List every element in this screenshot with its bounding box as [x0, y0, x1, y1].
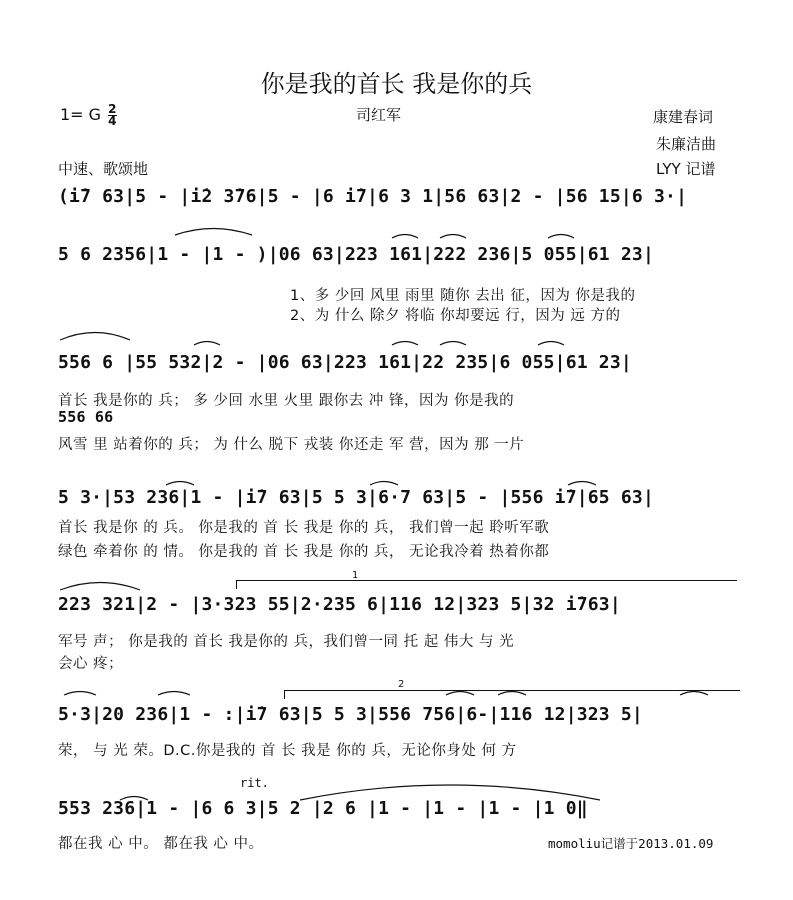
music-system-7: 553 236|1 - |6 6 3|5 2 |2 6 |1 - |1 - |1 - |1 0‖ — [58, 798, 588, 819]
tie-mark — [158, 692, 190, 696]
music-system-1: (i̇7 63|5 - |i̇2 3̇76|5 - |6 i̇7|6 3 1|56 63|2 - |56 15|6 3·| — [58, 186, 688, 207]
music-system-3: 556 6 |55 532|2 - |06 63|223 161|22 235|6 055|61 23| — [58, 352, 632, 373]
alternate-notes: 556 66 — [58, 408, 114, 426]
tie-mark — [440, 342, 466, 346]
tie-mark — [370, 482, 398, 486]
tie-mark — [64, 692, 96, 696]
volta-number-1: 1 — [352, 570, 359, 581]
tie-mark — [538, 342, 564, 346]
lyric-line-2b: 2、为 什么 除夕 将临 你却要远 行，因为 远 方的 — [290, 308, 621, 324]
music-system-5: 223 321|2 - |3·323 55|2·235 6|116 12|323 5|32 i̇763| — [58, 594, 621, 615]
music-system-2: 5 6 2356|1 - |1 - )|06 63|223 161|222 236|5 055|61 23| — [58, 244, 654, 265]
volta-bracket-2 — [284, 690, 740, 699]
lyric-line-3b: 风雪 里 站着你的 兵； 为 什么 脱下 戎装 你还走 军 营，因为 那 一片 — [58, 437, 525, 453]
transcription-credit: momoliu记谱于2013.01.09 — [548, 836, 714, 851]
tie-mark — [175, 229, 252, 236]
tempo-marking: 中速、歌颂地 — [58, 160, 149, 178]
tie-mark — [392, 235, 418, 239]
lyricist-credit: 康建春词 — [653, 108, 714, 126]
music-system-4: 5 3·|53 236|1 - |i̇7 63|5 5 3|6·7 63|5 - |556 i̇7|65 63| — [58, 487, 654, 508]
transcriber-credit: LYY 记谱 — [656, 160, 716, 178]
tie-mark — [166, 482, 194, 486]
tie-mark — [60, 583, 140, 591]
time-signature — [108, 104, 116, 127]
tie-mark — [194, 342, 220, 346]
key-label: 1= G — [60, 105, 102, 124]
lyric-line-6a: 荣， 与 光 荣。D.C.你是我的 首 长 我是 你的 兵，无论你身处 何 方 — [58, 743, 517, 759]
lyric-line-7: 都在我 心 中。 都在我 心 中。 — [58, 836, 264, 852]
tie-mark — [440, 235, 466, 239]
tie-mark — [548, 235, 574, 239]
lyric-line-3a: 首长 我是你的 兵； 多 少回 水里 火里 跟你去 冲 锋，因为 你是我的 — [58, 393, 515, 409]
tie-mark — [392, 342, 418, 346]
lyric-line-4b: 绿色 牵着你 的 情。 你是我的 首 长 我是 你的 兵， 无论我冷着 热着你都 — [58, 544, 550, 560]
tie-mark — [60, 333, 130, 341]
volta-bracket-1 — [236, 580, 737, 589]
tie-mark — [568, 482, 596, 486]
lyric-line-5b: 会心 疼； — [58, 656, 124, 672]
volta-number-2: 2 — [398, 679, 405, 690]
time-sig-bottom: 4 — [108, 114, 117, 128]
music-system-6: 5·3|20 236|1 - :|i̇7 63|5 5 3|556 756|6-|116 12|323 5| — [58, 704, 643, 725]
lyric-line-4a: 首长 我是你 的 兵。 你是我的 首 长 我是 你的 兵， 我们曾一起 聆听军歌 — [58, 520, 550, 536]
ritardando-mark: rit. — [240, 776, 269, 790]
key-signature — [60, 104, 117, 127]
singer-name: 司红军 — [356, 106, 402, 124]
lyric-line-5a: 军号 声； 你是我的 首长 我是你的 兵，我们曾一同 托 起 伟大 与 光 — [58, 634, 515, 650]
time-sig-top: 2 — [108, 102, 117, 116]
composer-credit: 朱廉洁曲 — [656, 135, 717, 153]
lyric-line-2a: 1、多 少回 风里 雨里 随你 去出 征，因为 你是我的 — [290, 288, 636, 304]
song-title: 你是我的首长 我是你的兵 — [260, 70, 533, 98]
